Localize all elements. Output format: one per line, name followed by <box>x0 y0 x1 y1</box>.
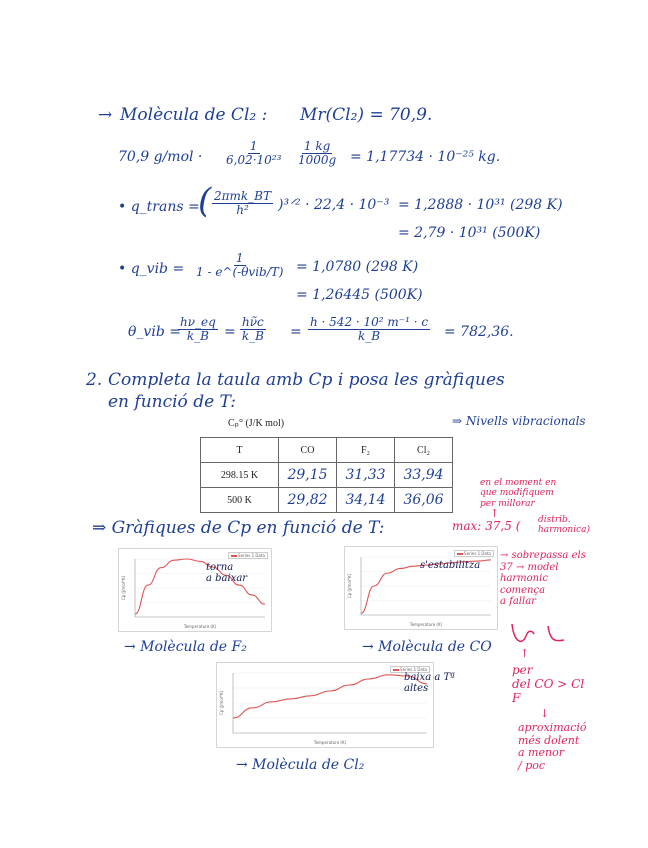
table-cell: 34,14 <box>337 488 395 513</box>
exercise-line-2: en funció de T: <box>108 392 237 412</box>
qtrans-298: = 1,2888 · 10³¹ (298 K) <box>398 197 563 213</box>
series-line <box>233 675 427 718</box>
qvib-num: 1 <box>235 251 244 265</box>
qtrans-exponent: )³ᐟ² · 22,4 · 10⁻³ <box>278 197 390 213</box>
graphs-heading: ⇒ Gràfiques de Cp en funció de T: <box>92 518 385 538</box>
table-cell: 298.15 K <box>201 463 279 488</box>
plot-f2 <box>118 548 272 632</box>
table-cell: 31,33 <box>337 463 395 488</box>
legend-label: Series 1 Data <box>238 553 265 558</box>
mass-frac2-num: 1 kg <box>303 139 331 153</box>
theta-eq-2: = <box>290 324 302 340</box>
x-axis-label: Temperature (K) <box>313 740 347 745</box>
harmonic-curves-sketch <box>504 618 584 650</box>
note-moment: en el moment en que modifiquem per millorar <box>480 478 557 509</box>
qtrans-fraction <box>212 190 273 216</box>
note-per: per del CO > Cl F <box>512 663 585 705</box>
theta-f1-den: k_B <box>186 328 209 343</box>
note-cl2: baixa a Tª altes <box>404 672 455 694</box>
qvib-298: = 1,0780 (298 K) <box>296 259 419 275</box>
y-axis-label: Cp (J/mol*K) <box>121 575 126 601</box>
note-arrow-down: ↓ <box>540 707 550 720</box>
table-header-cell: CO <box>279 438 337 463</box>
legend-label: Series 1 Data <box>464 551 491 556</box>
table-cell: 33,94 <box>395 463 453 488</box>
table-header-cell: F₂ <box>337 438 395 463</box>
table-row <box>201 463 453 488</box>
theta-fraction-2 <box>240 316 266 342</box>
plot-co-legend <box>454 550 494 557</box>
qvib-500: = 1,26445 (500K) <box>296 287 423 303</box>
table-cell: 29,15 <box>279 463 337 488</box>
arrow-heading: → <box>98 105 113 125</box>
note-distrib: distrib. harmonica) <box>538 515 591 536</box>
plot-cl2 <box>216 662 434 748</box>
theta-f3-den: k_B <box>358 328 381 343</box>
mass-lhs: 70,9 g/mol · <box>118 149 203 165</box>
qtrans-open-paren: ( <box>198 181 212 221</box>
plot-cl2-svg <box>217 663 433 747</box>
exercise-line-1: Completa la taula amb Cp i posa les gràfiques <box>108 370 505 390</box>
mass-frac1-num: 1 <box>249 139 258 153</box>
theta-f2-den: k_B <box>241 328 264 343</box>
mass-fraction-avogadro <box>226 140 281 166</box>
table-cell: 36,06 <box>395 488 453 513</box>
mass-frac1-den: 6,02·10²³ <box>226 152 282 167</box>
plot-f2-legend <box>228 552 268 559</box>
note-arrow-up: ↑ <box>490 507 500 520</box>
theta-lhs: θ_vib = <box>128 324 181 340</box>
note-sobrepassa: → sobrepassa els 37 → model harmonic comença a fallar <box>500 550 586 607</box>
mass-fraction-kg <box>298 140 336 166</box>
qvib-fraction <box>196 252 283 278</box>
theta-result: = 782,36. <box>444 324 514 340</box>
x-axis-label: Temperature (K) <box>183 624 217 629</box>
note-arrow-up-2: ↑ <box>520 647 530 660</box>
exercise-number: 2. <box>86 370 103 390</box>
note-nivells: ⇒ Nivells vibracionals <box>452 414 586 428</box>
table-row <box>201 488 453 513</box>
molecule-heading: Molècula de Cl₂ : <box>120 105 268 125</box>
table-header-cell: Cl₂ <box>395 438 453 463</box>
plot-f2-svg <box>119 549 271 631</box>
y-axis-label: Cp (J/mol*K) <box>347 573 352 599</box>
qvib-label: • q_vib = <box>118 261 185 277</box>
label-co: → Molècula de CO <box>362 639 492 655</box>
qtrans-den: h² <box>236 202 249 217</box>
qvib-den: 1 - e^(-θvib/T) <box>196 264 284 279</box>
cp-table <box>200 437 453 513</box>
table-cell: 29,82 <box>279 488 337 513</box>
table-cell: 500 K <box>201 488 279 513</box>
table-caption: Cₚ° (J/K mol) <box>228 418 285 429</box>
mass-frac2-den: 1000g <box>298 152 337 167</box>
theta-f1-num: hν_eq <box>180 315 216 329</box>
qtrans-500: = 2,79 · 10³¹ (500K) <box>398 225 541 241</box>
qtrans-label: • q_trans = <box>118 199 200 215</box>
label-f2: → Molècula de F₂ <box>124 639 247 655</box>
theta-fraction-1 <box>178 316 218 342</box>
theta-fraction-3 <box>308 316 430 342</box>
theta-f3-num: h · 542 · 10² m⁻¹ · c <box>310 315 429 329</box>
legend-label: Series 1 Data <box>400 667 427 672</box>
table-header-cell: T <box>201 438 279 463</box>
mass-result: = 1,17734 · 10⁻²⁵ kg. <box>350 149 501 165</box>
note-max: max: 37,5 ( <box>452 519 521 533</box>
y-axis-label: Cp (J/mol*K) <box>219 690 224 716</box>
table-header-row <box>201 438 453 463</box>
molar-mass: Mr(Cl₂) = 70,9. <box>300 105 433 125</box>
theta-eq-1: = <box>224 324 236 340</box>
x-axis-label: Temperature (K) <box>409 622 443 627</box>
plot-co <box>344 546 498 630</box>
label-cl2: → Molècula de Cl₂ <box>236 757 365 773</box>
theta-f2-num: hν̃c <box>242 315 264 329</box>
note-f2: torna a baixar <box>206 562 248 584</box>
note-co: s'estabilitza <box>420 560 481 571</box>
note-aproximacio: aproximació més dolent a menor / poc <box>518 721 587 772</box>
qtrans-num: 2πmk_BT <box>214 189 271 203</box>
